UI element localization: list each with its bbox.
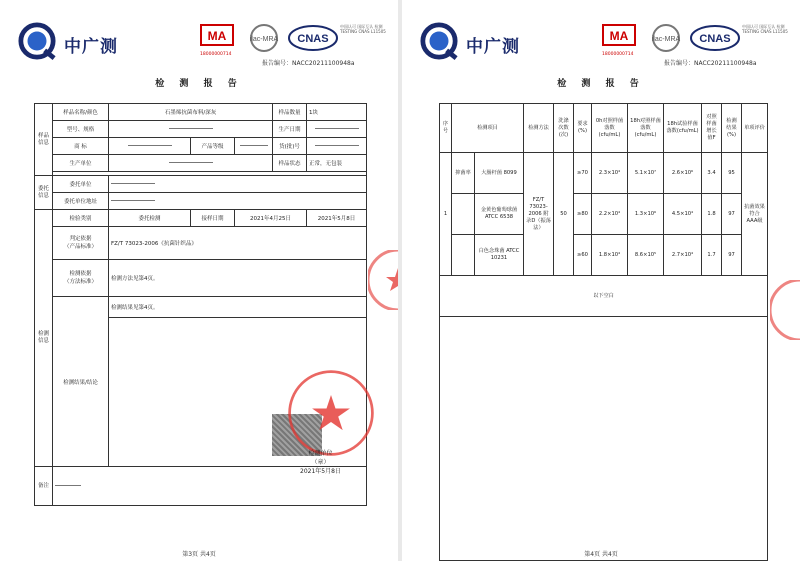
- cell-result: 97: [722, 235, 742, 276]
- cell-c18: 8.6×10⁵: [628, 235, 664, 276]
- cnas-mark-icon: [288, 24, 338, 52]
- ilac-mra-mark-icon: [646, 24, 686, 52]
- certification-marks: [200, 24, 390, 57]
- table-row: [440, 235, 768, 276]
- cell-req: ≥80: [574, 194, 592, 235]
- grade-label: 产品等级: [191, 138, 235, 155]
- certification-marks: [602, 24, 792, 57]
- company-logo-icon: [420, 22, 458, 60]
- cell-c0: 2.3×10⁴: [592, 153, 628, 194]
- report-title: 检 测 报 告: [557, 79, 645, 89]
- cell-t18: 4.5×10⁴: [664, 194, 702, 235]
- svg-text:ilac-MRA: ilac-MRA: [651, 36, 681, 43]
- prod-date-value: [307, 121, 367, 138]
- group-client-info: 委托信息: [35, 176, 53, 210]
- cma-mark-icon: [200, 24, 234, 52]
- cell-c0: 1.8×10⁴: [592, 235, 628, 276]
- cma-mark-icon: [602, 24, 636, 52]
- cell-req: ≥70: [574, 153, 592, 194]
- header-method: 检测方法: [524, 104, 554, 153]
- model-value: [109, 121, 273, 138]
- client-addr-label: 委托单位地址: [53, 193, 109, 210]
- company-name: 中广测: [466, 37, 520, 57]
- table-row: [35, 297, 367, 318]
- header-wash: 洗涤次数(次): [554, 104, 574, 153]
- company-logo-icon: [18, 22, 56, 60]
- group-sample-info: 样品信息: [35, 104, 53, 176]
- edge-seal-icon: [770, 280, 800, 340]
- cell-no: 1: [440, 153, 452, 276]
- cell-t18: 2.6×10⁶: [664, 153, 702, 194]
- cell-c18: 5.1×10⁷: [628, 153, 664, 194]
- svg-text:ilac-MRA: ilac-MRA: [249, 36, 279, 43]
- cell-t18: 2.7×10⁴: [664, 235, 702, 276]
- cell-item-bacteria: [452, 194, 524, 235]
- header-control-18h: 18h对照样菌落数(cfu/mL): [628, 104, 664, 153]
- sample-name-value: 石墨烯抗菌布料/深灰: [109, 104, 273, 121]
- cell-wash: 50: [554, 153, 574, 276]
- table-row: [440, 276, 768, 317]
- receive-label: 接样日期: [191, 210, 235, 227]
- blank-area: [440, 317, 768, 561]
- grade-value: [235, 138, 273, 155]
- cell-c0: 2.2×10⁴: [592, 194, 628, 235]
- batch-value: [307, 138, 367, 155]
- bacteria-name: 大肠杆菌 8099: [481, 169, 517, 176]
- ilac-mra-mark-icon: [244, 24, 284, 52]
- result-value: 检测结果见第4页。: [109, 297, 367, 318]
- bacteria-name: 金黄色葡萄球菌 ATCC 6538: [480, 207, 518, 220]
- svg-text:MA: MA: [207, 29, 227, 43]
- group-remark: 备注: [35, 467, 53, 506]
- quantity-value: 1块: [307, 104, 367, 121]
- sample-name-label: 样品名称/颜色: [53, 104, 109, 121]
- report-page-3: [0, 0, 398, 561]
- result-blank: [109, 318, 367, 467]
- trademark-value: [109, 138, 191, 155]
- category-value: 委托检测: [109, 210, 191, 227]
- blank-note: 以下空白: [440, 276, 768, 317]
- report-number: 报告编号：NACC20211100948a: [664, 60, 757, 67]
- group-test-info: 检测信息: [35, 210, 53, 467]
- header-control-0h: 0h对照样菌落数(cfu/mL): [592, 104, 628, 153]
- receive-value: 2021年4月25日: [235, 210, 307, 227]
- standard-value: FZ/T 73023-2006《抗菌针织品》: [109, 227, 367, 260]
- table-row: [35, 193, 367, 210]
- svg-text:MA: MA: [609, 29, 629, 43]
- header-test-18h: 18h试验样菌落数(cfu/mL): [664, 104, 702, 153]
- company-logo: [18, 22, 158, 62]
- table-row: [35, 227, 367, 260]
- cnas-mark-icon: [690, 24, 740, 52]
- cell-method: FZ/T 73023-2006 附录D（振荡法）: [524, 153, 554, 276]
- category-label: 检验类别: [53, 210, 109, 227]
- page-footer: 第4页 共4页: [584, 551, 618, 558]
- prod-date-label: 生产日期: [273, 121, 307, 138]
- client-addr-value: [109, 193, 367, 210]
- cma-code: 18000000714: [602, 52, 634, 57]
- table-row: [440, 317, 768, 561]
- table-row: [35, 260, 367, 297]
- state-label: 样品状态: [273, 155, 307, 172]
- issuer-block: 检测单位 （章） 2021年5月8日: [300, 450, 341, 475]
- svg-text:CNAS: CNAS: [297, 33, 329, 45]
- bacteria-name: 白色念珠菌 ATCC 10231: [478, 248, 520, 261]
- cell-result: 95: [722, 153, 742, 194]
- model-label: 型号、规格: [53, 121, 109, 138]
- company-name: 中广测: [64, 37, 118, 57]
- client-value: [109, 176, 367, 193]
- report-number: 报告编号：NACC20211100948a: [262, 60, 355, 67]
- cell-f: 1.8: [702, 194, 722, 235]
- result-label: 检测结果/结论: [53, 297, 109, 467]
- table-row: [35, 104, 367, 121]
- cell-item-bacteria: [452, 235, 524, 276]
- header-evaluation: 单项评价: [742, 104, 768, 153]
- svg-text:CNAS: CNAS: [699, 33, 731, 45]
- finish-value: 2021年5月8日: [307, 210, 367, 227]
- item-name: 抑菌率: [452, 153, 475, 193]
- header-result: 检测结果(%): [722, 104, 742, 153]
- cell-c18: 1.3×10⁶: [628, 194, 664, 235]
- table-row: [35, 155, 367, 172]
- report-page-4: [402, 0, 800, 561]
- header-growth-f: 对照样菌增长值F: [702, 104, 722, 153]
- manufacturer-label: 生产单位: [53, 155, 109, 172]
- manufacturer-value: [109, 155, 273, 172]
- header-item: 检测项目: [452, 104, 524, 153]
- table-row: [35, 176, 367, 193]
- header-no: 序号: [440, 104, 452, 153]
- header-requirement: 要求(%): [574, 104, 592, 153]
- client-label: 委托单位: [53, 176, 109, 193]
- batch-label: 货(批)号: [273, 138, 307, 155]
- quantity-label: 样品数量: [273, 104, 307, 121]
- page-footer: 第3页 共4页: [182, 551, 216, 558]
- cell-result: 97: [722, 194, 742, 235]
- cell-evaluation: 抗菌效果符合AAA级: [742, 153, 768, 276]
- cell-f: 1.7: [702, 235, 722, 276]
- table-header-row: [440, 104, 768, 153]
- table-row: [440, 194, 768, 235]
- table-row: [35, 121, 367, 138]
- table-row: [35, 210, 367, 227]
- standard-label: 判定依据 （产品标准）: [53, 227, 109, 260]
- cnas-subtext: 中国认可 国际互认 检测 TESTING CNAS L11505: [742, 24, 788, 34]
- method-value: 检测方法见第4页。: [109, 260, 367, 297]
- table-row: [440, 153, 768, 194]
- edge-seal-icon: [368, 250, 398, 310]
- test-results-table: [439, 103, 768, 561]
- cell-f: 3.4: [702, 153, 722, 194]
- state-value: 正常，无包装: [307, 155, 367, 172]
- cnas-subtext: 中国认可 国际互认 检测 TESTING CNAS L11505: [340, 24, 386, 34]
- cell-item-bacteria: [452, 153, 524, 194]
- cma-code: 18000000714: [200, 52, 232, 57]
- cell-req: ≥60: [574, 235, 592, 276]
- trademark-label: 商 标: [53, 138, 109, 155]
- report-title: 检 测 报 告: [155, 79, 243, 89]
- company-logo: [420, 22, 560, 62]
- table-row: [35, 138, 367, 155]
- method-label: 检测依据 （方法标准）: [53, 260, 109, 297]
